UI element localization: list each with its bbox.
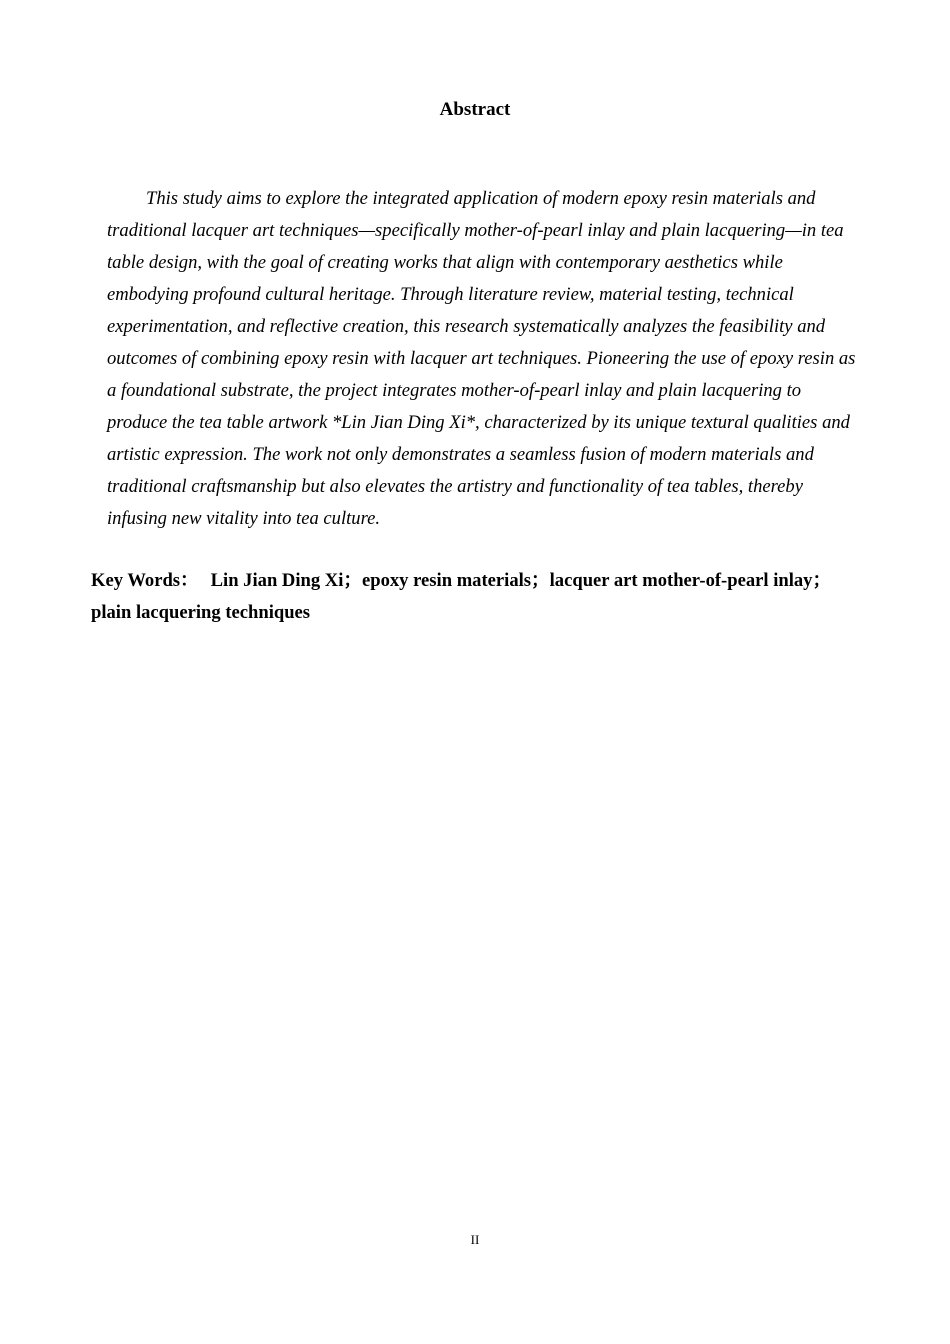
abstract-paragraph: This study aims to explore the integrated application of modern epoxy resin materials and traditional lacquer art techniques—specifically mother-of-pearl inlay and plain lacquering—in tea table design, with the goal of creating works that align with contemporary aesthetics while embodying profound cultural heritage. Through literature review, material testing, technical experimentation, and reflective creation, this research systematically analyzes the feasibility and outcomes of combining epoxy resin with lacquer art techniques. Pioneering the use of epoxy resin as a foundational substrate, the project integrates mother-of-pearl inlay and plain lacquering to produce the tea table artwork *Lin Jian Ding Xi*, characterized by its unique textural qualities and artistic expression. The work not only demonstrates a seamless fusion of modern materials and traditional craftsmanship but also elevates the artistry and functionality of tea tables, thereby infusing new vitality into tea culture. — [107, 188, 856, 529]
page-number: II — [470, 1232, 480, 1247]
keywords-line — [91, 565, 871, 629]
keywords-label: Key Words： — [91, 570, 199, 591]
abstract-title: Abstract — [439, 99, 511, 120]
keywords-list: Lin Jian Ding Xi；epoxy resin materials；lacquer art mother-of-pearl inlay；plain lacquering techniques — [91, 570, 832, 623]
